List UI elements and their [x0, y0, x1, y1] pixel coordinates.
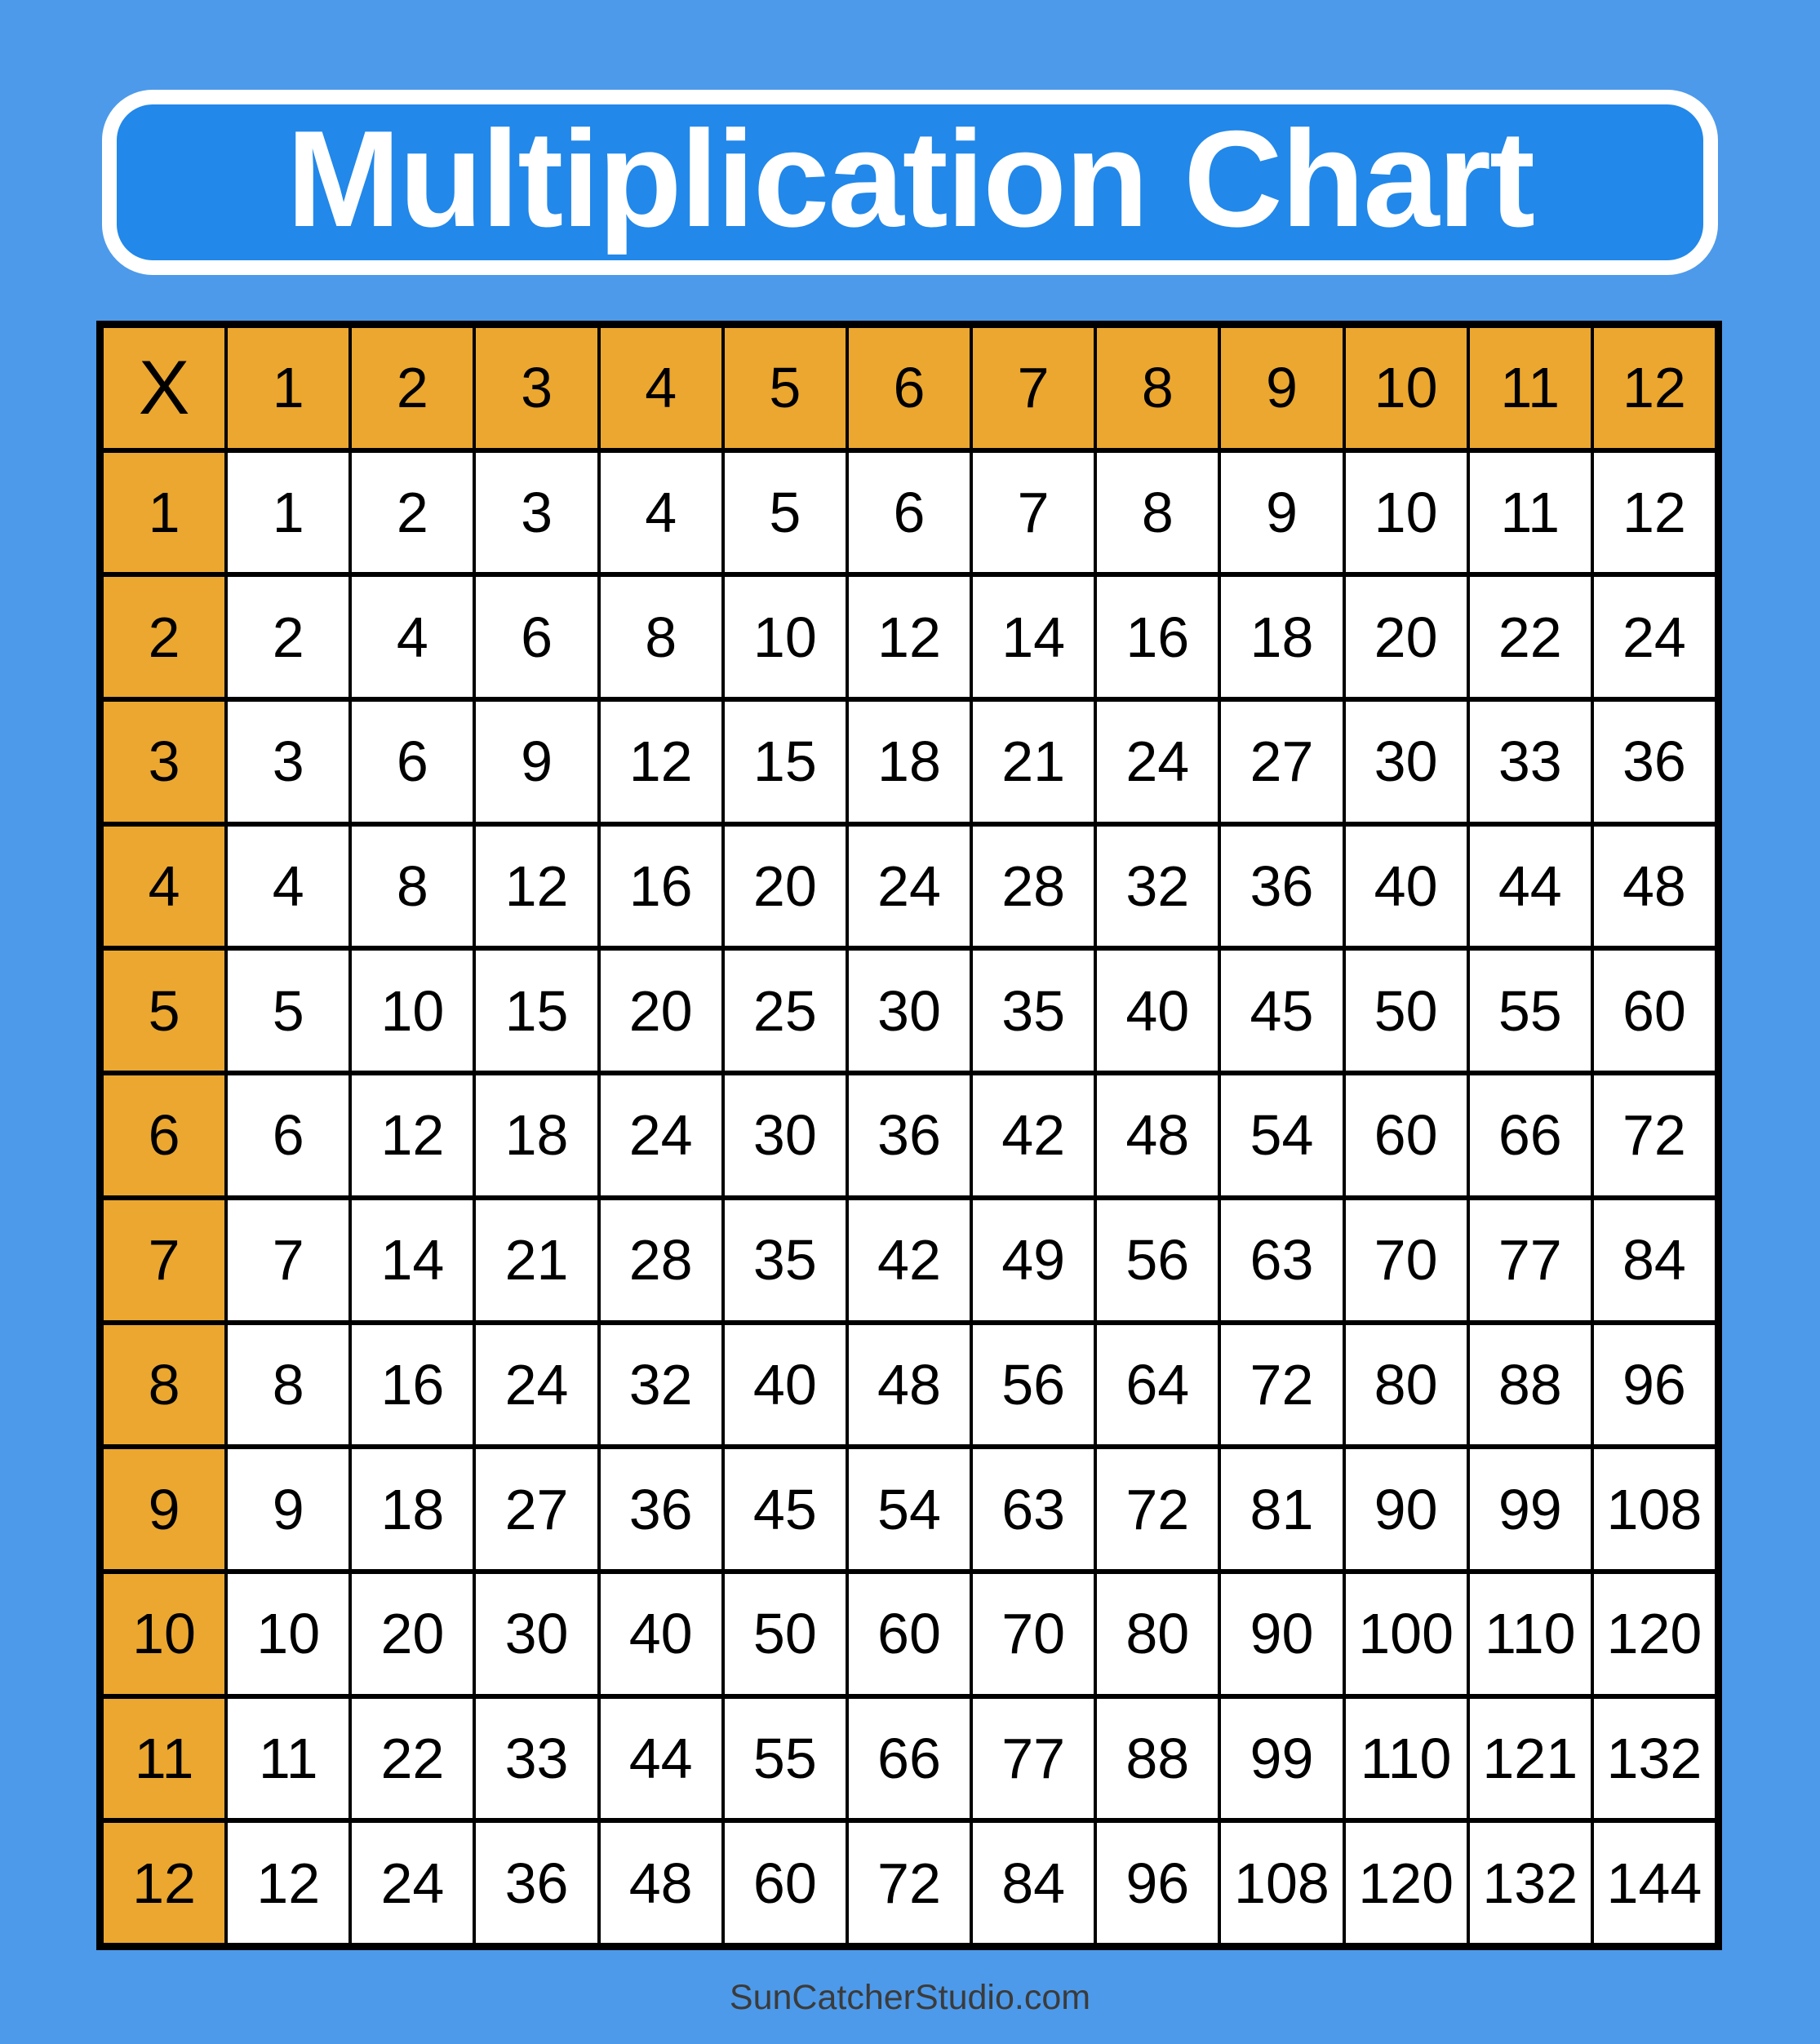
product-cell: 99 [1221, 1699, 1342, 1819]
product-cell: 44 [1470, 827, 1591, 947]
product-cell: 33 [1470, 702, 1591, 822]
product-cell: 8 [228, 1325, 348, 1445]
product-cell: 32 [1097, 827, 1218, 947]
row-header-cell: 11 [104, 1699, 224, 1819]
product-cell: 10 [228, 1574, 348, 1694]
product-cell: 27 [476, 1449, 597, 1569]
product-cell: 40 [601, 1574, 721, 1694]
product-cell: 21 [973, 702, 1094, 822]
product-cell: 120 [1346, 1823, 1467, 1943]
product-cell: 132 [1594, 1699, 1715, 1819]
product-cell: 70 [973, 1574, 1094, 1694]
product-cell: 6 [352, 702, 473, 822]
row-header-cell: 3 [104, 702, 224, 822]
product-cell: 20 [1346, 577, 1467, 697]
product-cell: 18 [1221, 577, 1342, 697]
product-cell: 88 [1470, 1325, 1591, 1445]
row-header-cell: 6 [104, 1075, 224, 1195]
column-header-cell: 7 [973, 328, 1094, 448]
row-header-cell: 4 [104, 827, 224, 947]
column-header-cell: 6 [849, 328, 970, 448]
product-cell: 28 [601, 1200, 721, 1320]
product-cell: 49 [973, 1200, 1094, 1320]
product-cell: 108 [1221, 1823, 1342, 1943]
product-cell: 12 [476, 827, 597, 947]
product-cell: 60 [1346, 1075, 1467, 1195]
product-cell: 63 [973, 1449, 1094, 1569]
product-cell: 45 [725, 1449, 846, 1569]
product-cell: 6 [476, 577, 597, 697]
product-cell: 22 [352, 1699, 473, 1819]
product-cell: 40 [1346, 827, 1467, 947]
product-cell: 8 [601, 577, 721, 697]
product-cell: 42 [973, 1075, 1094, 1195]
product-cell: 96 [1097, 1823, 1218, 1943]
product-cell: 33 [476, 1699, 597, 1819]
row-header-cell: 9 [104, 1449, 224, 1569]
product-cell: 35 [725, 1200, 846, 1320]
product-cell: 2 [352, 453, 473, 573]
row-header-cell: 10 [104, 1574, 224, 1694]
product-cell: 15 [725, 702, 846, 822]
product-cell: 77 [973, 1699, 1094, 1819]
product-cell: 2 [228, 577, 348, 697]
product-cell: 36 [1594, 702, 1715, 822]
product-cell: 24 [352, 1823, 473, 1943]
product-cell: 44 [601, 1699, 721, 1819]
product-cell: 56 [973, 1325, 1094, 1445]
product-cell: 8 [1097, 453, 1218, 573]
column-header-cell: 10 [1346, 328, 1467, 448]
product-cell: 30 [725, 1075, 846, 1195]
product-cell: 30 [849, 951, 970, 1071]
column-header-cell: 2 [352, 328, 473, 448]
row-header-cell: 12 [104, 1823, 224, 1943]
product-cell: 36 [849, 1075, 970, 1195]
product-cell: 84 [973, 1823, 1094, 1943]
product-cell: 14 [352, 1200, 473, 1320]
product-cell: 55 [1470, 951, 1591, 1071]
product-cell: 6 [228, 1075, 348, 1195]
product-cell: 48 [601, 1823, 721, 1943]
product-cell: 144 [1594, 1823, 1715, 1943]
product-cell: 84 [1594, 1200, 1715, 1320]
column-header-cell: 12 [1594, 328, 1715, 448]
column-header-cell: 11 [1470, 328, 1591, 448]
product-cell: 66 [1470, 1075, 1591, 1195]
product-cell: 40 [725, 1325, 846, 1445]
page-title: Multiplication Chart [286, 101, 1534, 255]
product-cell: 12 [1594, 453, 1715, 573]
title-banner [102, 90, 1718, 275]
product-cell: 28 [973, 827, 1094, 947]
product-cell: 14 [973, 577, 1094, 697]
product-cell: 60 [1594, 951, 1715, 1071]
product-cell: 40 [1097, 951, 1218, 1071]
product-cell: 9 [1221, 453, 1342, 573]
product-cell: 35 [973, 951, 1094, 1071]
product-cell: 7 [228, 1200, 348, 1320]
product-cell: 12 [352, 1075, 473, 1195]
product-cell: 30 [1346, 702, 1467, 822]
product-cell: 4 [228, 827, 348, 947]
row-header-cell: 5 [104, 951, 224, 1071]
product-cell: 3 [228, 702, 348, 822]
product-cell: 66 [849, 1699, 970, 1819]
product-cell: 24 [1594, 577, 1715, 697]
product-cell: 56 [1097, 1200, 1218, 1320]
product-cell: 16 [1097, 577, 1218, 697]
product-cell: 99 [1470, 1449, 1591, 1569]
product-cell: 4 [601, 453, 721, 573]
product-cell: 80 [1097, 1574, 1218, 1694]
product-cell: 10 [1346, 453, 1467, 573]
product-cell: 90 [1346, 1449, 1467, 1569]
product-cell: 64 [1097, 1325, 1218, 1445]
product-cell: 5 [725, 453, 846, 573]
footer-credit: SunCatcherStudio.com [729, 1978, 1091, 2017]
product-cell: 12 [601, 702, 721, 822]
product-cell: 48 [1097, 1075, 1218, 1195]
product-cell: 121 [1470, 1699, 1591, 1819]
product-cell: 50 [1346, 951, 1467, 1071]
product-cell: 120 [1594, 1574, 1715, 1694]
product-cell: 8 [352, 827, 473, 947]
product-cell: 24 [601, 1075, 721, 1195]
column-header-cell: 4 [601, 328, 721, 448]
product-cell: 1 [228, 453, 348, 573]
product-cell: 16 [352, 1325, 473, 1445]
product-cell: 42 [849, 1200, 970, 1320]
product-cell: 3 [476, 453, 597, 573]
column-header-cell: 1 [228, 328, 348, 448]
product-cell: 110 [1346, 1699, 1467, 1819]
product-cell: 12 [228, 1823, 348, 1943]
product-cell: 72 [1221, 1325, 1342, 1445]
column-header-cell: 8 [1097, 328, 1218, 448]
product-cell: 20 [352, 1574, 473, 1694]
product-cell: 10 [352, 951, 473, 1071]
product-cell: 10 [725, 577, 846, 697]
product-cell: 72 [1097, 1449, 1218, 1569]
product-cell: 96 [1594, 1325, 1715, 1445]
product-cell: 18 [476, 1075, 597, 1195]
product-cell: 9 [476, 702, 597, 822]
product-cell: 100 [1346, 1574, 1467, 1694]
product-cell: 77 [1470, 1200, 1591, 1320]
product-cell: 6 [849, 453, 970, 573]
product-cell: 16 [601, 827, 721, 947]
product-cell: 54 [1221, 1075, 1342, 1195]
product-cell: 9 [228, 1449, 348, 1569]
product-cell: 54 [849, 1449, 970, 1569]
product-cell: 24 [1097, 702, 1218, 822]
product-cell: 55 [725, 1699, 846, 1819]
product-cell: 90 [1221, 1574, 1342, 1694]
product-cell: 24 [849, 827, 970, 947]
product-cell: 7 [973, 453, 1094, 573]
product-cell: 80 [1346, 1325, 1467, 1445]
product-cell: 12 [849, 577, 970, 697]
product-cell: 36 [1221, 827, 1342, 947]
corner-cell: X [104, 328, 224, 448]
product-cell: 70 [1346, 1200, 1467, 1320]
row-header-cell: 2 [104, 577, 224, 697]
product-cell: 72 [1594, 1075, 1715, 1195]
product-cell: 45 [1221, 951, 1342, 1071]
column-header-cell: 3 [476, 328, 597, 448]
product-cell: 15 [476, 951, 597, 1071]
product-cell: 50 [725, 1574, 846, 1694]
product-cell: 18 [849, 702, 970, 822]
product-cell: 27 [1221, 702, 1342, 822]
product-cell: 22 [1470, 577, 1591, 697]
multiplication-table [96, 321, 1722, 1950]
product-cell: 18 [352, 1449, 473, 1569]
column-header-cell: 5 [725, 328, 846, 448]
product-cell: 24 [476, 1325, 597, 1445]
product-cell: 11 [1470, 453, 1591, 573]
product-cell: 88 [1097, 1699, 1218, 1819]
product-cell: 81 [1221, 1449, 1342, 1569]
product-cell: 4 [352, 577, 473, 697]
product-cell: 21 [476, 1200, 597, 1320]
product-cell: 108 [1594, 1449, 1715, 1569]
product-cell: 5 [228, 951, 348, 1071]
product-cell: 36 [476, 1823, 597, 1943]
product-cell: 60 [849, 1574, 970, 1694]
product-cell: 48 [1594, 827, 1715, 947]
product-cell: 60 [725, 1823, 846, 1943]
row-header-cell: 1 [104, 453, 224, 573]
product-cell: 20 [601, 951, 721, 1071]
product-cell: 110 [1470, 1574, 1591, 1694]
product-cell: 63 [1221, 1200, 1342, 1320]
product-cell: 132 [1470, 1823, 1591, 1943]
product-cell: 72 [849, 1823, 970, 1943]
row-header-cell: 8 [104, 1325, 224, 1445]
row-header-cell: 7 [104, 1200, 224, 1320]
product-cell: 11 [228, 1699, 348, 1819]
product-cell: 36 [601, 1449, 721, 1569]
product-cell: 20 [725, 827, 846, 947]
product-cell: 32 [601, 1325, 721, 1445]
product-cell: 30 [476, 1574, 597, 1694]
product-cell: 25 [725, 951, 846, 1071]
product-cell: 48 [849, 1325, 970, 1445]
column-header-cell: 9 [1221, 328, 1342, 448]
